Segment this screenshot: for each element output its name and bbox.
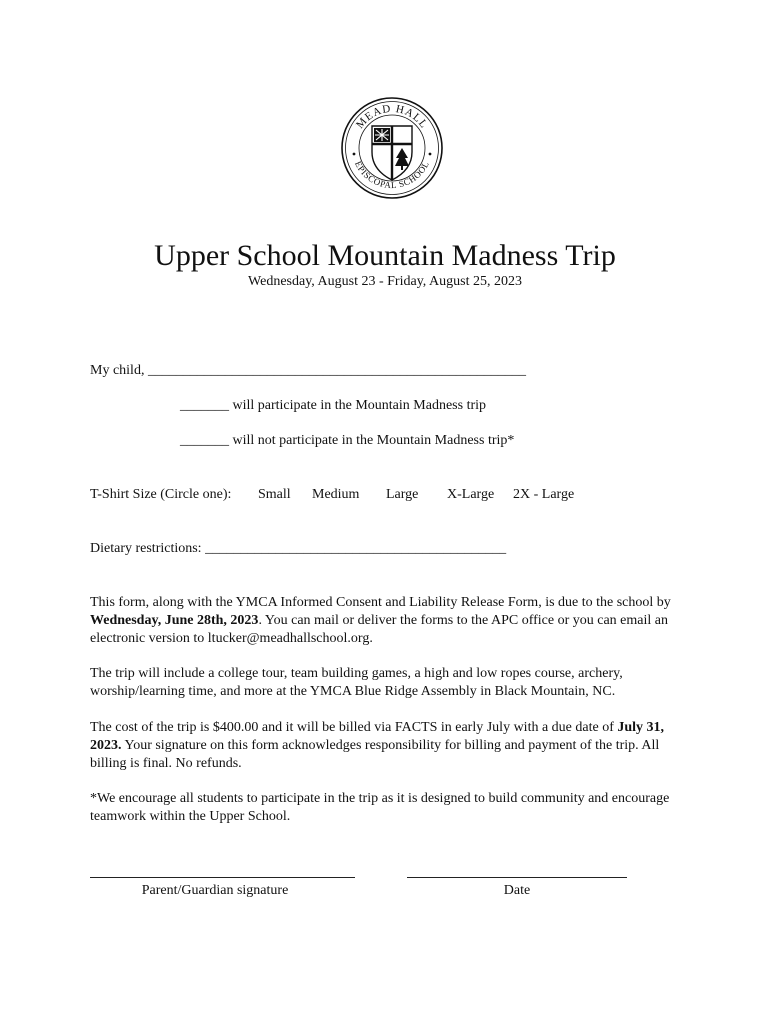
svg-text:EPISCOPAL SCHOOL: EPISCOPAL SCHOOL — [352, 159, 432, 191]
tshirt-size-small[interactable]: Small — [258, 487, 291, 502]
child-name-blank[interactable]: ______________________________________________________ — [147, 363, 526, 378]
date-signature-line[interactable] — [407, 877, 627, 878]
dietary-blank[interactable]: ___________________________________________ — [205, 541, 507, 556]
deadline-date: Wednesday, June 28th, 2023 — [90, 613, 259, 628]
not-participate-option[interactable]: _______ will not participate in the Mountain Madness trip* — [180, 433, 515, 448]
school-seal-logo — [340, 96, 444, 200]
child-label: My child, — [90, 363, 145, 378]
participate-option[interactable]: _______ will participate in the Mountain Madness trip — [180, 398, 487, 413]
page-title: Upper School Mountain Madness Trip — [154, 239, 616, 272]
date-label: Date — [503, 883, 531, 898]
billing-due-date: July 31, 2023. — [90, 720, 665, 753]
dietary-label: Dietary restrictions: — [90, 541, 202, 556]
parent-signature-label: Parent/Guardian signature — [141, 883, 289, 898]
svg-text:MEAD HALL: MEAD HALL — [354, 102, 431, 131]
tshirt-size-2xlarge[interactable]: 2X - Large — [513, 487, 575, 502]
child-name-field[interactable] — [90, 362, 526, 380]
paragraph-activities: The trip will include a college tour, team building games, a high and low ropes course, archery, worship/learning time, and more at the YMCA Blue Ridge Assembly in Black Mountain, NC. — [90, 666, 623, 699]
tshirt-label: T-Shirt Size (Circle one): — [90, 487, 232, 502]
paragraph-cost: The cost of the trip is $400.00 and it will be billed via FACTS in early July with a due date of July 31, 2023. Your signature on this form acknowledges responsibility for billing and payment of the trip. All billing is final. No refunds. — [90, 720, 665, 771]
tshirt-size-large[interactable]: Large — [386, 487, 419, 502]
trip-dates: Wednesday, August 23 - Friday, August 25, 2023 — [248, 274, 522, 289]
paragraph-due-date: This form, along with the YMCA Informed Consent and Liability Release Form, is due to the school by Wednesday, June 28th, 2023. You can mail or deliver the forms to the APC office or you can email an electronic version to ltucker@meadhallschool.org. — [90, 595, 671, 646]
paragraph-encouragement: *We encourage all students to participate in the trip as it is designed to build community and encourage teamwork within the Upper School. — [90, 791, 670, 824]
parent-signature-line[interactable] — [90, 877, 355, 878]
tshirt-size-xlarge[interactable]: X-Large — [447, 487, 495, 502]
tshirt-size-medium[interactable]: Medium — [312, 487, 360, 502]
dietary-field[interactable] — [90, 540, 506, 558]
